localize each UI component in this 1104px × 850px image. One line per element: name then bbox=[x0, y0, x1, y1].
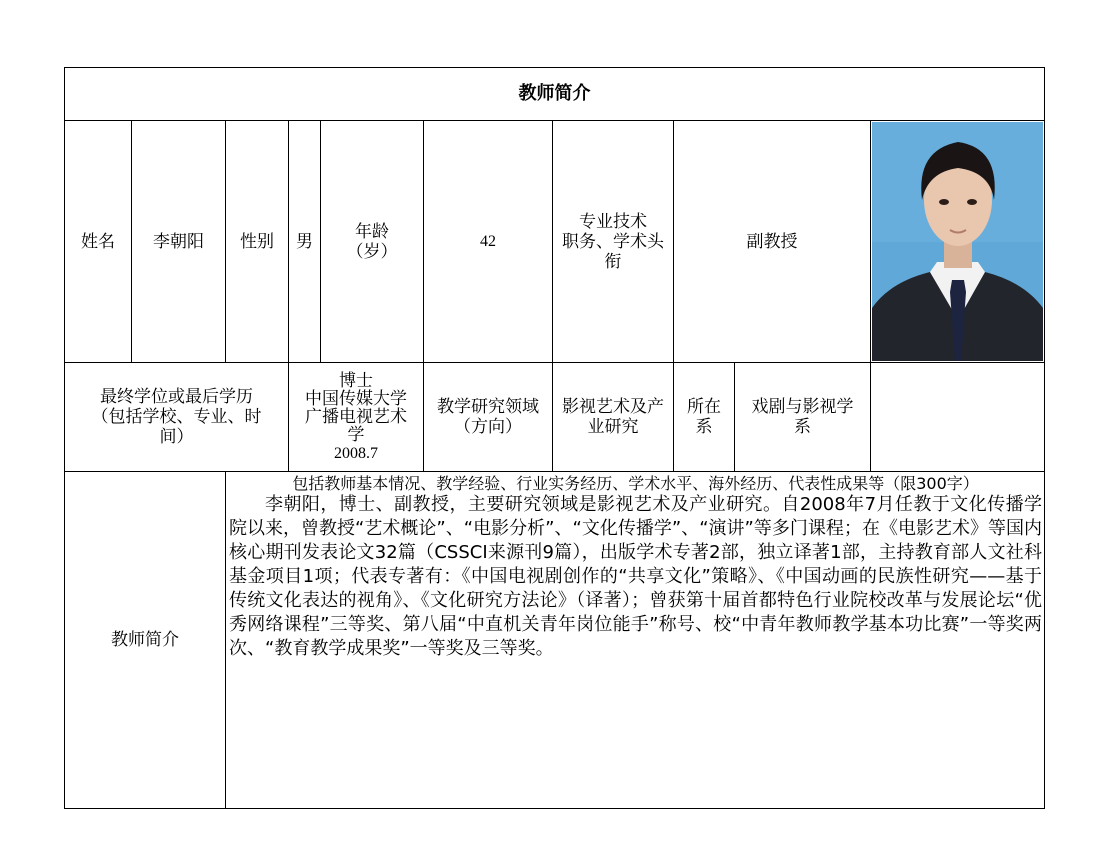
degree-date: 2008.7 bbox=[334, 444, 378, 462]
bio-label: 教师简介 bbox=[65, 472, 226, 809]
professional-title-label bbox=[553, 121, 674, 363]
degree-value-line2: 中国传媒大学 bbox=[305, 388, 407, 409]
research-value bbox=[553, 363, 674, 472]
department-value bbox=[735, 363, 871, 472]
portrait-photo-icon bbox=[872, 122, 1043, 361]
gender-label: 性别 bbox=[226, 121, 289, 363]
age-value: 42 bbox=[424, 121, 553, 363]
portrait-photo bbox=[872, 122, 1043, 361]
empty-cell bbox=[871, 363, 1045, 472]
degree-label-line3: 间） bbox=[159, 427, 194, 447]
professional-title-value: 副教授 bbox=[674, 121, 871, 363]
teacher-profile-table bbox=[64, 67, 1045, 809]
bio-cell bbox=[226, 472, 1045, 809]
name-label: 姓名 bbox=[65, 121, 132, 363]
department-label-line2: 系 bbox=[695, 417, 713, 437]
research-label bbox=[424, 363, 553, 472]
research-label-line2: （方向） bbox=[454, 417, 522, 437]
age-label bbox=[321, 121, 424, 363]
bio-text: 李朝阳，博士、副教授，主要研究领域是影视艺术及产业研究。自2008年7月任教于文化传播学院以来，曾教授“艺术概论”、“电影分析”、“文化传播学”、“演讲”等多门课程；在《电影艺术》等国内核心期刊发表论文32篇（CSSCI来源刊9篇），出版学术专著2部，独立译著1部，主持教育部人文社科基金项目1项；代表专著有：《中国电视剧创作的“共享文化”策略》、《中国动画的民族性研究——基于传统文化表达的视角》、《文化研究方法论》（译著）；曾获第十届首都特色行业院校改革与发展论坛“优秀网络课程”三等奖、第八届“中直机关青年岗位能手”称号、校“中青年教师教学基本功比赛”一等奖两次、“教育教学成果奖”一等奖及三等奖。 bbox=[229, 494, 1043, 659]
department-value-line2: 系 bbox=[794, 417, 811, 437]
degree-label-line2: （包括学校、专业、时 bbox=[91, 407, 262, 427]
age-label-line1: 年龄 bbox=[355, 221, 389, 242]
degree-value-line4: 学 bbox=[347, 424, 365, 445]
professional-title-label-line3: 衔 bbox=[604, 251, 622, 272]
degree-label-line1: 最终学位或最后学历 bbox=[100, 387, 253, 407]
research-label-line1: 教学研究领域 bbox=[437, 397, 539, 417]
degree-value-line1: 博士 bbox=[339, 370, 373, 391]
department-label bbox=[674, 363, 735, 472]
research-value-line2: 业研究 bbox=[587, 417, 639, 437]
department-value-line1: 戏剧与影视学 bbox=[751, 397, 854, 417]
form-title: 教师简介 bbox=[65, 68, 1045, 121]
degree-value-line3: 广播电视艺术 bbox=[305, 406, 407, 427]
gender-value: 男 bbox=[289, 121, 321, 363]
research-value-line1: 影视艺术及产 bbox=[562, 397, 664, 417]
degree-value bbox=[289, 363, 424, 472]
name-value: 李朝阳 bbox=[132, 121, 226, 363]
age-label-line2: （岁） bbox=[346, 241, 398, 262]
photo-cell bbox=[871, 121, 1045, 363]
professional-title-label-line2: 职务、学术头 bbox=[562, 231, 664, 252]
professional-title-label-line1: 专业技术 bbox=[579, 211, 647, 232]
degree-label bbox=[65, 363, 289, 472]
bio-heading: 包括教师基本情况、教学经验、行业实务经历、学术水平、海外经历、代表性成果等（限300字） bbox=[292, 474, 979, 493]
department-label-line1: 所在 bbox=[687, 397, 721, 417]
